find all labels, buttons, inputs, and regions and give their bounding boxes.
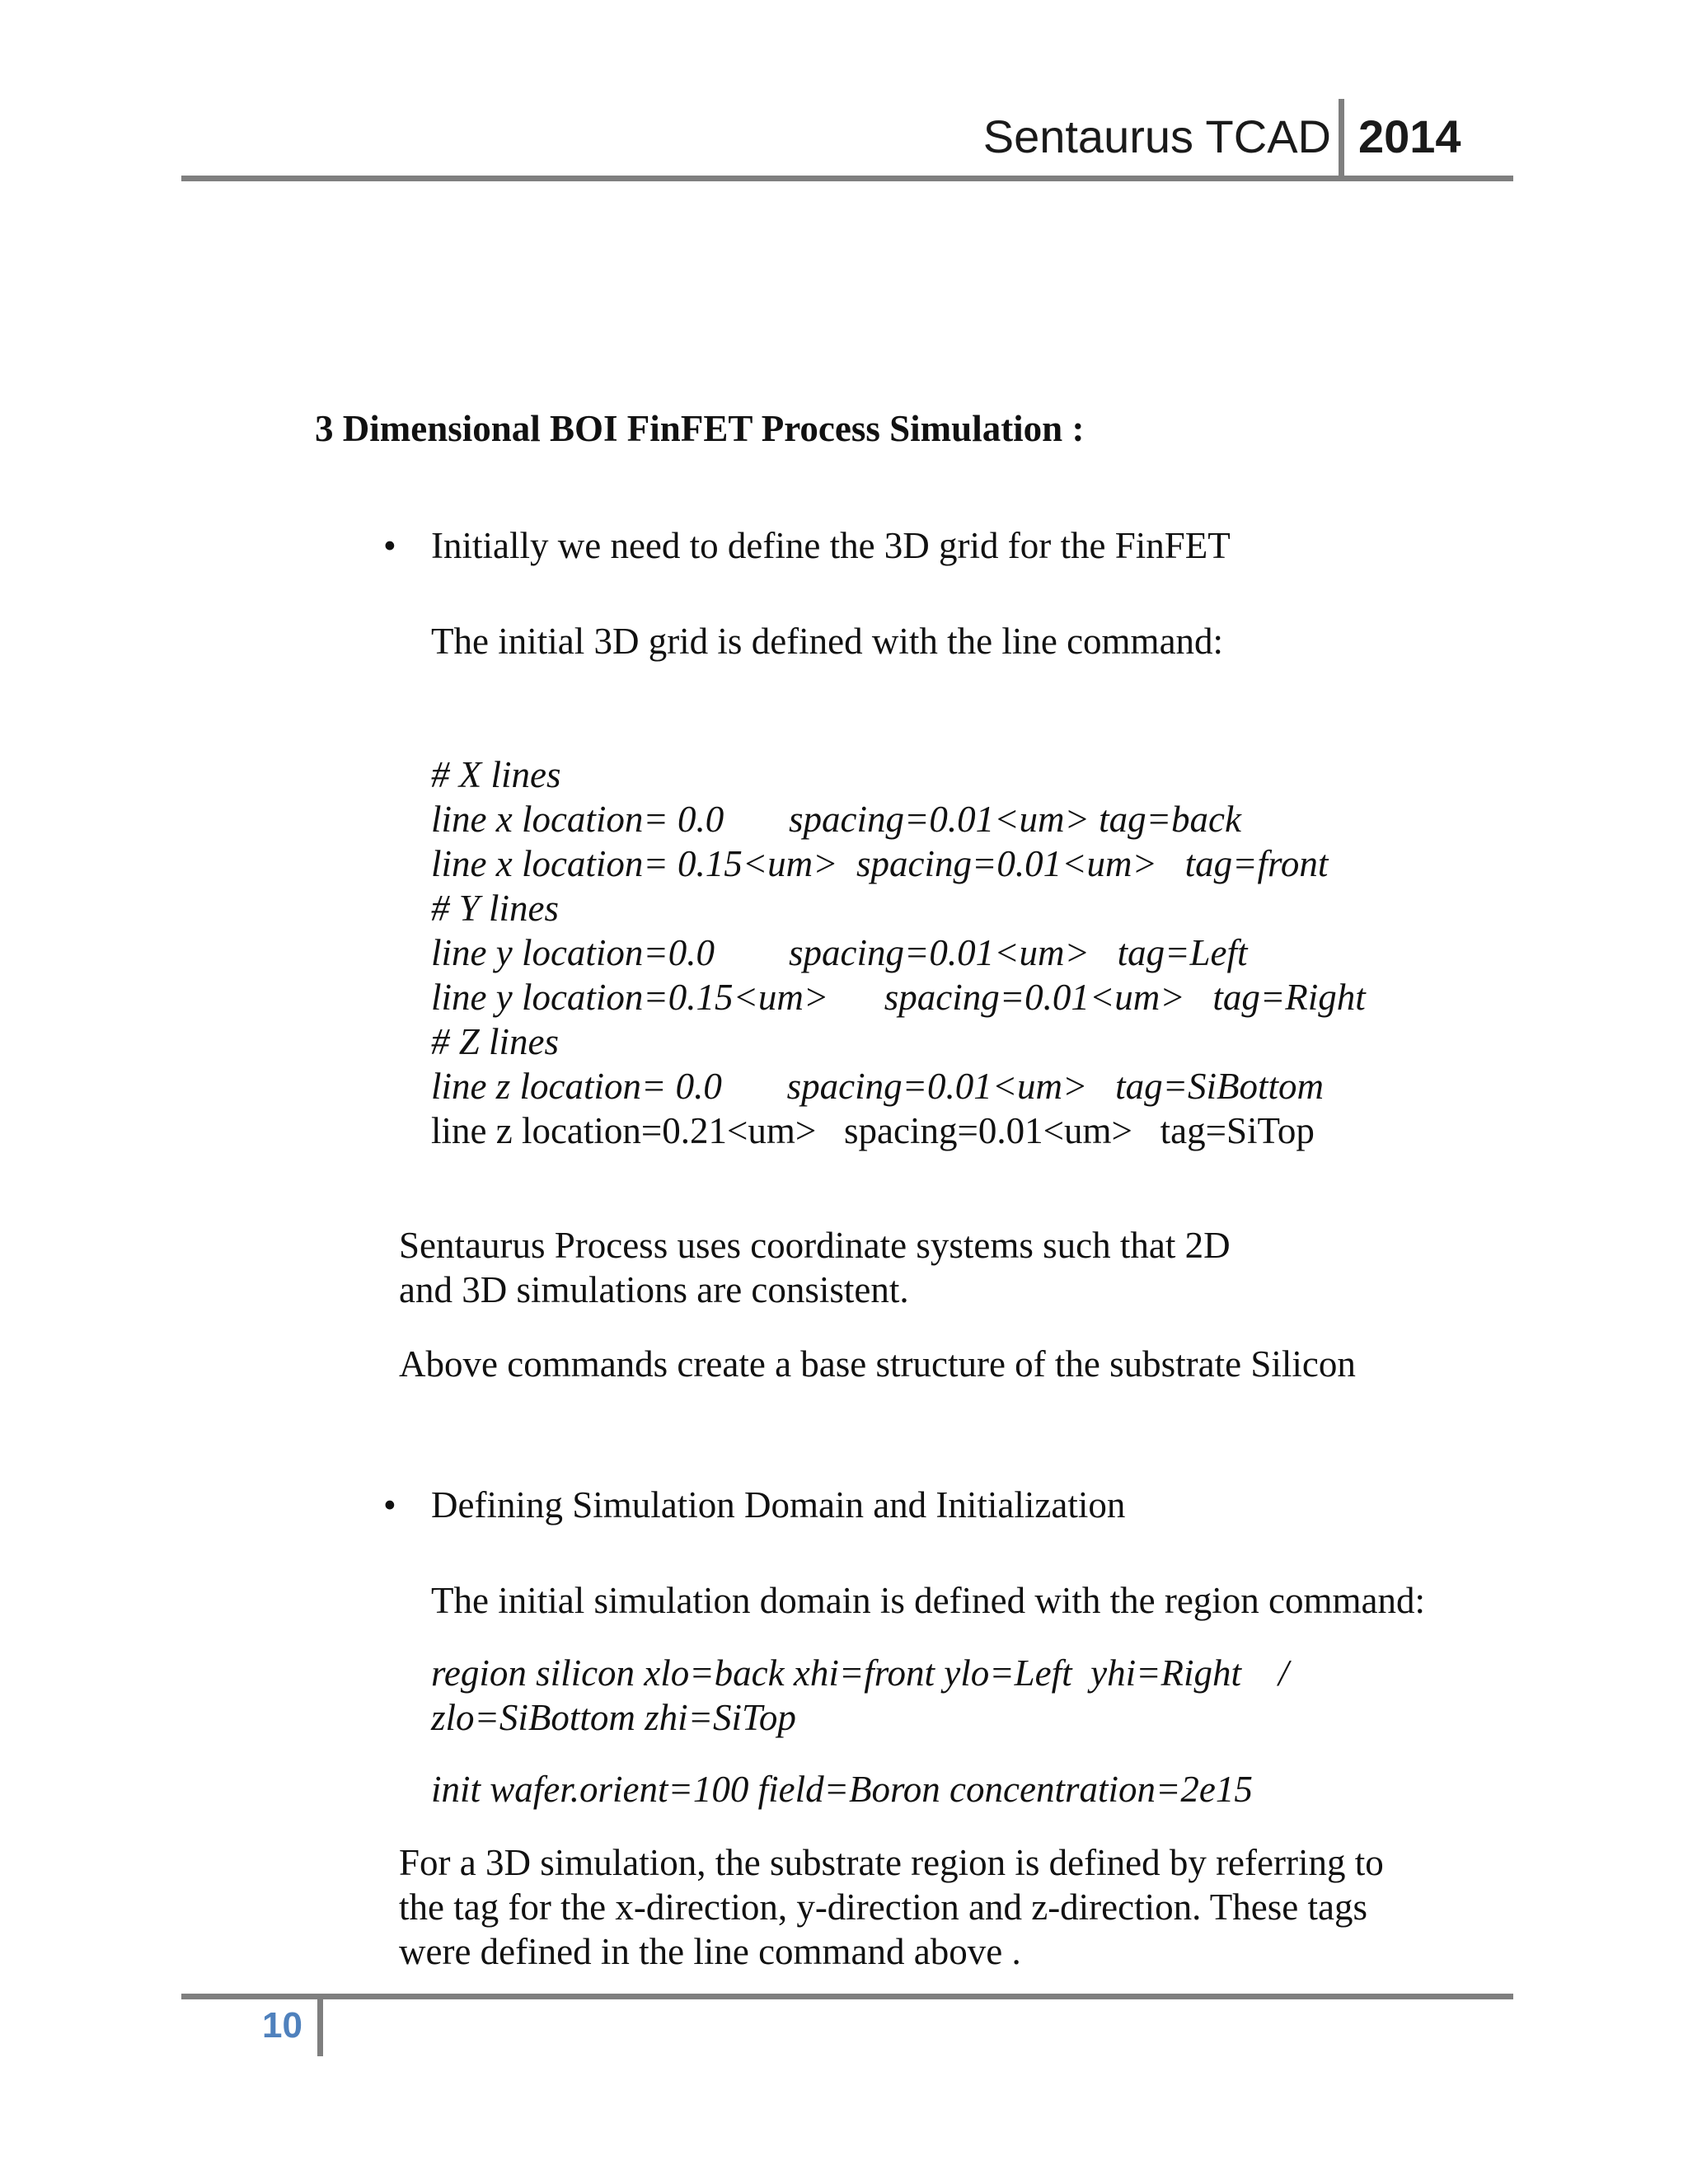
header-rule (181, 176, 1513, 181)
code-line: line z location=0.21<um> spacing=0.01<um> tag=SiTop (431, 1110, 1315, 1151)
substrate-text-line: For a 3D simulation, the substrate region is defined by referring to (399, 1842, 1384, 1883)
base-structure-text: Above commands create a base structure of the substrate Silicon (399, 1343, 1356, 1385)
footer-separator (317, 1997, 323, 2056)
coordinate-text-line: Sentaurus Process uses coordinate systems such that 2D (399, 1225, 1231, 1266)
grid-intro-text: The initial 3D grid is defined with the line command: (431, 621, 1224, 662)
init-command-line: init wafer.orient=100 field=Boron concentration=2e15 (431, 1769, 1253, 1810)
code-line: # Y lines (431, 888, 560, 929)
region-command-line: zlo=SiBottom zhi=SiTop (431, 1697, 796, 1738)
header-separator (1339, 99, 1344, 178)
running-header-year: 2014 (1358, 110, 1461, 162)
code-line: line y location=0.0 spacing=0.01<um> tag=Left (431, 932, 1248, 973)
substrate-text-line: the tag for the x-direction, y-direction and z-direction. These tags (399, 1886, 1367, 1928)
bullet-item-grid: Initially we need to define the 3D grid for the FinFET (431, 525, 1231, 566)
section-heading: 3 Dimensional BOI FinFET Process Simulation : (315, 408, 1085, 449)
coordinate-text-line: and 3D simulations are consistent. (399, 1269, 909, 1310)
code-line: line y location=0.15<um> spacing=0.01<um> tag=Right (431, 977, 1366, 1018)
region-command-line: region silicon xlo=back xhi=front ylo=Left yhi=Right / (431, 1652, 1289, 1694)
code-line: line z location= 0.0 spacing=0.01<um> tag=SiBottom (431, 1066, 1325, 1107)
code-line: line x location= 0.15<um> spacing=0.01<um> tag=front (431, 843, 1329, 884)
bullet-marker: • (383, 525, 396, 566)
domain-intro-text: The initial simulation domain is defined with the region command: (431, 1580, 1426, 1621)
page-number: 10 (262, 2005, 302, 2046)
footer-rule (181, 1994, 1513, 1999)
code-line: # Z lines (431, 1021, 560, 1062)
bullet-marker: • (383, 1484, 396, 1526)
code-line: # X lines (431, 754, 561, 795)
bullet-item-domain: Defining Simulation Domain and Initialization (431, 1484, 1126, 1526)
running-header-title: Sentaurus TCAD (982, 110, 1331, 162)
substrate-text-line: were defined in the line command above . (399, 1931, 1021, 1972)
code-line: line x location= 0.0 spacing=0.01<um> tag=back (431, 799, 1241, 840)
